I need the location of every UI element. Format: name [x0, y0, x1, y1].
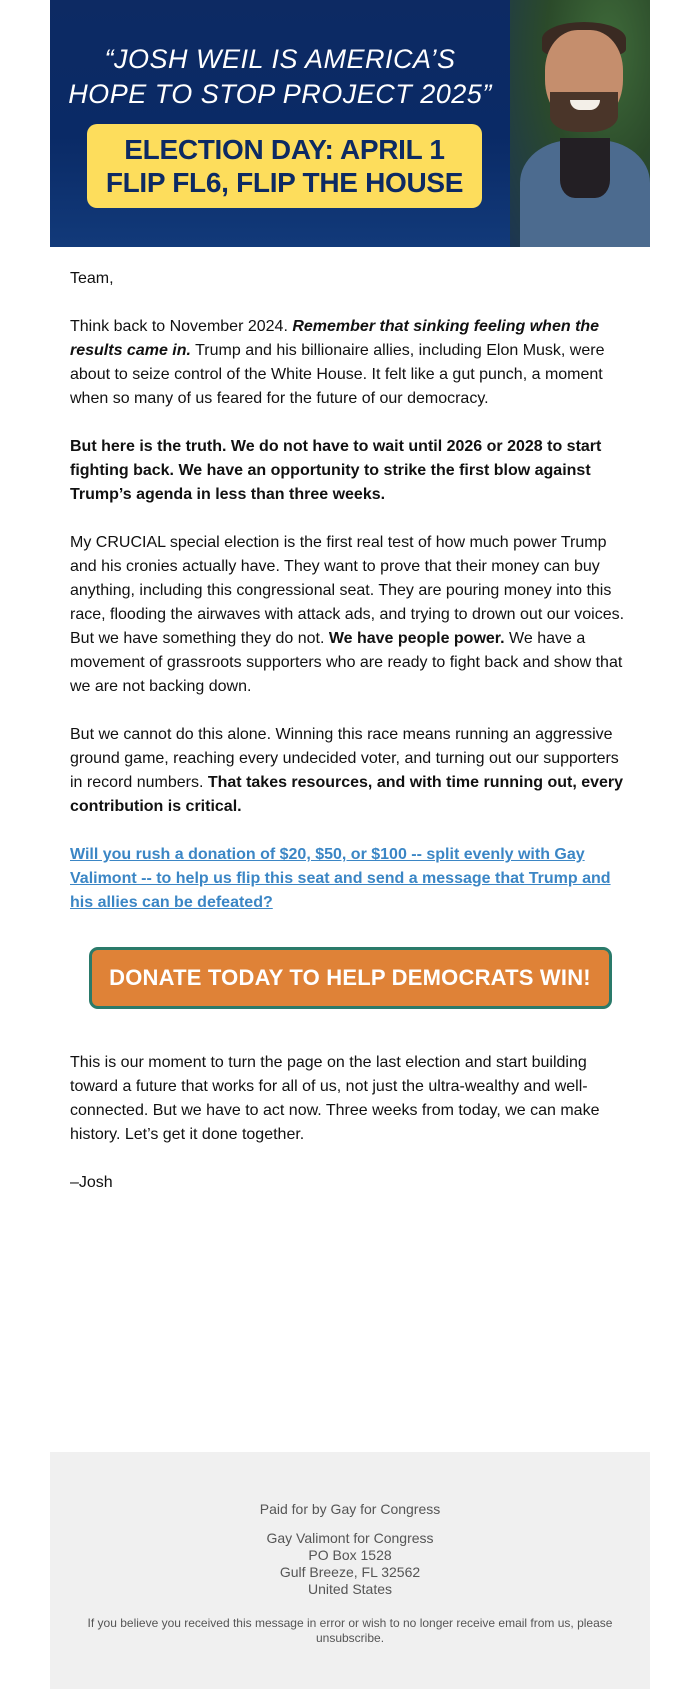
hero-banner[interactable] — [50, 0, 650, 247]
p3-start: My CRUCIAL special election is the first real test of how much power Trump and his cronies actually have. They want to prove that their money can buy anything, including this congressional seat. They are pouring money into this race, flooding the airwaves with attack ads, and trying to drown out our voices. But we have something they do not. — [70, 534, 625, 647]
hero-quote-line2: HOPE TO STOP PROJECT 2025” — [68, 79, 492, 109]
footer — [50, 1452, 650, 1689]
p1-rest: Trump and his billionaire allies, including Elon Musk, were about to seize control of the White House. It felt like a gut punch, a moment when so many of us feared for the future of our democracy. — [70, 342, 605, 407]
city-state-zip: Gulf Breeze, FL 32562 — [279, 1564, 421, 1580]
p4-bold: That takes resources, and with time running out, every contribution is critical. — [70, 774, 624, 815]
p4-start: But we cannot do this alone. Winning this race means running an aggressive ground game, reaching every undecided voter, and turning out our supporters in record numbers. — [70, 726, 619, 791]
p3-end: We have a movement of grassroots supporters who are ready to fight back and show that we are not backing down. — [70, 630, 623, 695]
donate-link[interactable]: Will you rush a donation of $20, $50, or $100 -- split evenly with Gay Valimont -- to help us flip this seat and send a message that Trump and his allies can be defeated? — [70, 846, 611, 911]
election-day-line: ELECTION DAY: APRIL 1 — [124, 134, 445, 165]
unsubscribe-link[interactable]: unsubscribe — [315, 1631, 381, 1645]
legal-prefix: If you believe you received this message in error or wish to no longer receive email from us, please — [87, 1616, 613, 1630]
email-content — [50, 247, 650, 1195]
cta-wrapper — [70, 947, 630, 1009]
p3-bold: We have people power. — [328, 630, 505, 647]
flip-house-line: FLIP FL6, FLIP THE HOUSE — [105, 167, 464, 198]
p1-emphasis: Remember that sinking feeling when the results came in. — [70, 318, 600, 359]
donate-button[interactable]: DONATE TODAY TO HELP DEMOCRATS WIN! — [89, 947, 612, 1009]
hero-quote-line1: “JOSH WEIL IS AMERICA’S — [104, 44, 456, 74]
photo-beard — [550, 92, 618, 132]
hero-quote — [50, 42, 510, 112]
po-box: PO Box 1528 — [308, 1547, 392, 1563]
signoff: –Josh — [70, 1174, 113, 1191]
paragraph-1 — [70, 315, 630, 411]
paragraph-2 — [70, 435, 630, 507]
election-day-box — [87, 124, 482, 208]
photo-collar — [560, 138, 610, 198]
mailing-address — [50, 1530, 650, 1598]
email-body — [50, 0, 650, 1219]
candidate-photo — [510, 0, 650, 247]
paragraph-3 — [70, 531, 630, 699]
paid-for-disclaimer: Paid for by Gay for Congress — [259, 1501, 441, 1517]
paragraph-5: This is our moment to turn the page on the last election and start building toward a future that works for all of us, not just the ultra-wealthy and well-connected. But we have to act now. Three weeks from today, we can make history. Let’s get it done together. — [70, 1054, 600, 1143]
unsubscribe-notice — [50, 1616, 650, 1646]
legal-suffix: . — [380, 1631, 385, 1645]
paragraph-4 — [70, 723, 630, 819]
p1-plain: Think back to November 2024. — [70, 318, 293, 335]
org-name: Gay Valimont for Congress — [266, 1530, 434, 1546]
country: United States — [307, 1581, 393, 1597]
greeting: Team, — [70, 270, 114, 287]
p2-bold: But here is the truth. We do not have to wait until 2026 or 2028 to start fighting back. We have an opportunity to strike the first blow against Trump’s agenda in less than three weeks. — [70, 438, 602, 503]
